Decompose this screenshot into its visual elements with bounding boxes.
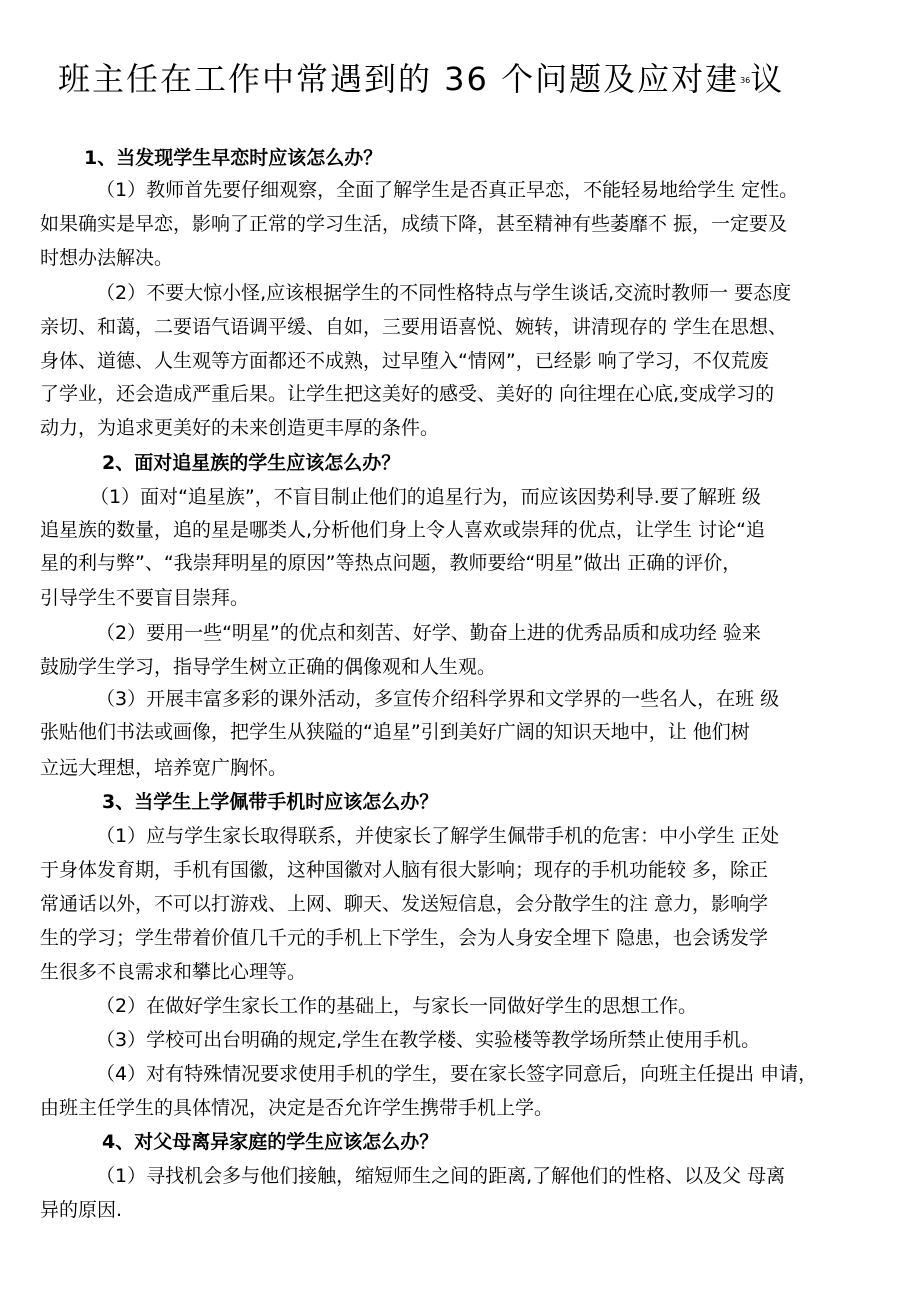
paragraph-line: 身体、道德、人生观等方面都还不成熟，过早堕入“情网”，已经影 响了学习，不仅荒废 <box>40 350 769 372</box>
paragraph-line: 星的利与弊”、“我崇拜明星的原因”等热点问题，教师要给“明星”做出 正确的评价， <box>40 552 742 574</box>
paragraph-line: （4）对有特殊情况要求使用手机的学生，要在家长签字同意后，向班主任提出 申请， <box>96 1063 818 1085</box>
paragraph-line: （1）面对“追星族”，不盲目制止他们的追星行为，而应该因势利导.要了解班 级 <box>90 486 761 508</box>
paragraph-line: 引导学生不要盲目崇拜。 <box>40 587 250 609</box>
paragraph-line: （1）应与学生家长取得联系，并使家长了解学生佩带手机的危害：中小学生 正处 <box>96 825 780 847</box>
paragraph-line: 动力，为追求更美好的未来创造更丰厚的条件。 <box>40 417 440 439</box>
section-heading-1: 1、当发现学生早恋时应该怎么办？ <box>84 147 383 169</box>
title-text: 班主任在工作中常遇到的 36 个问题及应对建 <box>58 60 740 98</box>
paragraph-line: 常通话以外，不可以打游戏、上网、聊天、发送短信息，会分散学生的注 意力，影响学 <box>40 893 769 915</box>
section-heading-4: 4、对父母离异家庭的学生应该怎么办？ <box>102 1131 439 1153</box>
title-superscript: 36 <box>740 76 751 85</box>
paragraph-line: （1）寻找机会多与他们接触，缩短师生之间的距离,了解他们的性格、以及父 母离 <box>96 1165 786 1187</box>
paragraph-line: 追星族的数量，追的星是哪类人,分析他们身上令人喜欢或崇拜的优点，让学生 讨论“追 <box>40 519 765 541</box>
paragraph-line: （3）开展丰富多彩的课外活动，多宣传介绍科学界和文学界的一些名人，在班 级 <box>96 688 780 710</box>
paragraph-line: 立远大理想，培养宽广胸怀。 <box>40 757 288 779</box>
section-heading-2: 2、面对追星族的学生应该怎么办？ <box>102 452 401 474</box>
paragraph-line: 张贴他们书法或画像，把学生从狭隘的“追星”引到美好广阔的知识天地中，让 他们树 <box>40 721 750 743</box>
paragraph-line: 如果确实是早恋，影响了正常的学习生活，成绩下降，甚至精神有些萎靡不 振，一定要及 <box>40 213 788 235</box>
section-heading-3: 3、当学生上学佩带手机时应该怎么办？ <box>102 791 439 813</box>
paragraph-line: （2）要用一些“明星”的优点和刻苦、好学、勤奋上进的优秀品质和成功经 验来 <box>96 622 761 644</box>
paragraph-line: （2）在做好学生家长工作的基础上，与家长一同做好学生的思想工作。 <box>96 995 698 1017</box>
paragraph-line: 鼓励学生学习，指导学生树立正确的偶像观和人生观。 <box>40 656 497 678</box>
paragraph-line: 亲切、和蔼，二要语气语调平缓、自如，三要用语喜悦、婉转，讲清现存的 学生在思想、 <box>40 316 788 338</box>
document-title <box>58 56 784 104</box>
title-tail: 议 <box>750 60 785 98</box>
paragraph-line: （1）教师首先要仔细观察，全面了解学生是否真正早恋，不能轻易地给学生 定性。 <box>96 179 799 201</box>
paragraph-line: （3）学校可出台明确的规定,学生在教学楼、实验楼等教学场所禁止使用手机。 <box>96 1029 761 1051</box>
paragraph-line: 由班主任学生的具体情况，决定是否允许学生携带手机上学。 <box>40 1097 554 1119</box>
paragraph-line: 生很多不良需求和攀比心理等。 <box>40 961 307 983</box>
paragraph-line: 于身体发育期，手机有国徽，这种国徽对人脑有很大影响；现存的手机功能较 多，除正 <box>40 859 769 881</box>
paragraph-line: 生的学习；学生带着价值几千元的手机上下学生，会为人身安全埋下 隐患，也会诱发学 <box>40 927 769 949</box>
paragraph-line: 了学业，还会造成严重后果。让学生把这美好的感受、美好的 向往埋在心底,变成学习的 <box>40 383 775 405</box>
paragraph-line: 异的原因. <box>40 1199 123 1221</box>
paragraph-line: （2）不要大惊小怪,应该根据学生的不同性格特点与学生谈话,交流时教师一 要态度 <box>96 282 792 304</box>
paragraph-line: 时想办法解决。 <box>40 247 174 269</box>
